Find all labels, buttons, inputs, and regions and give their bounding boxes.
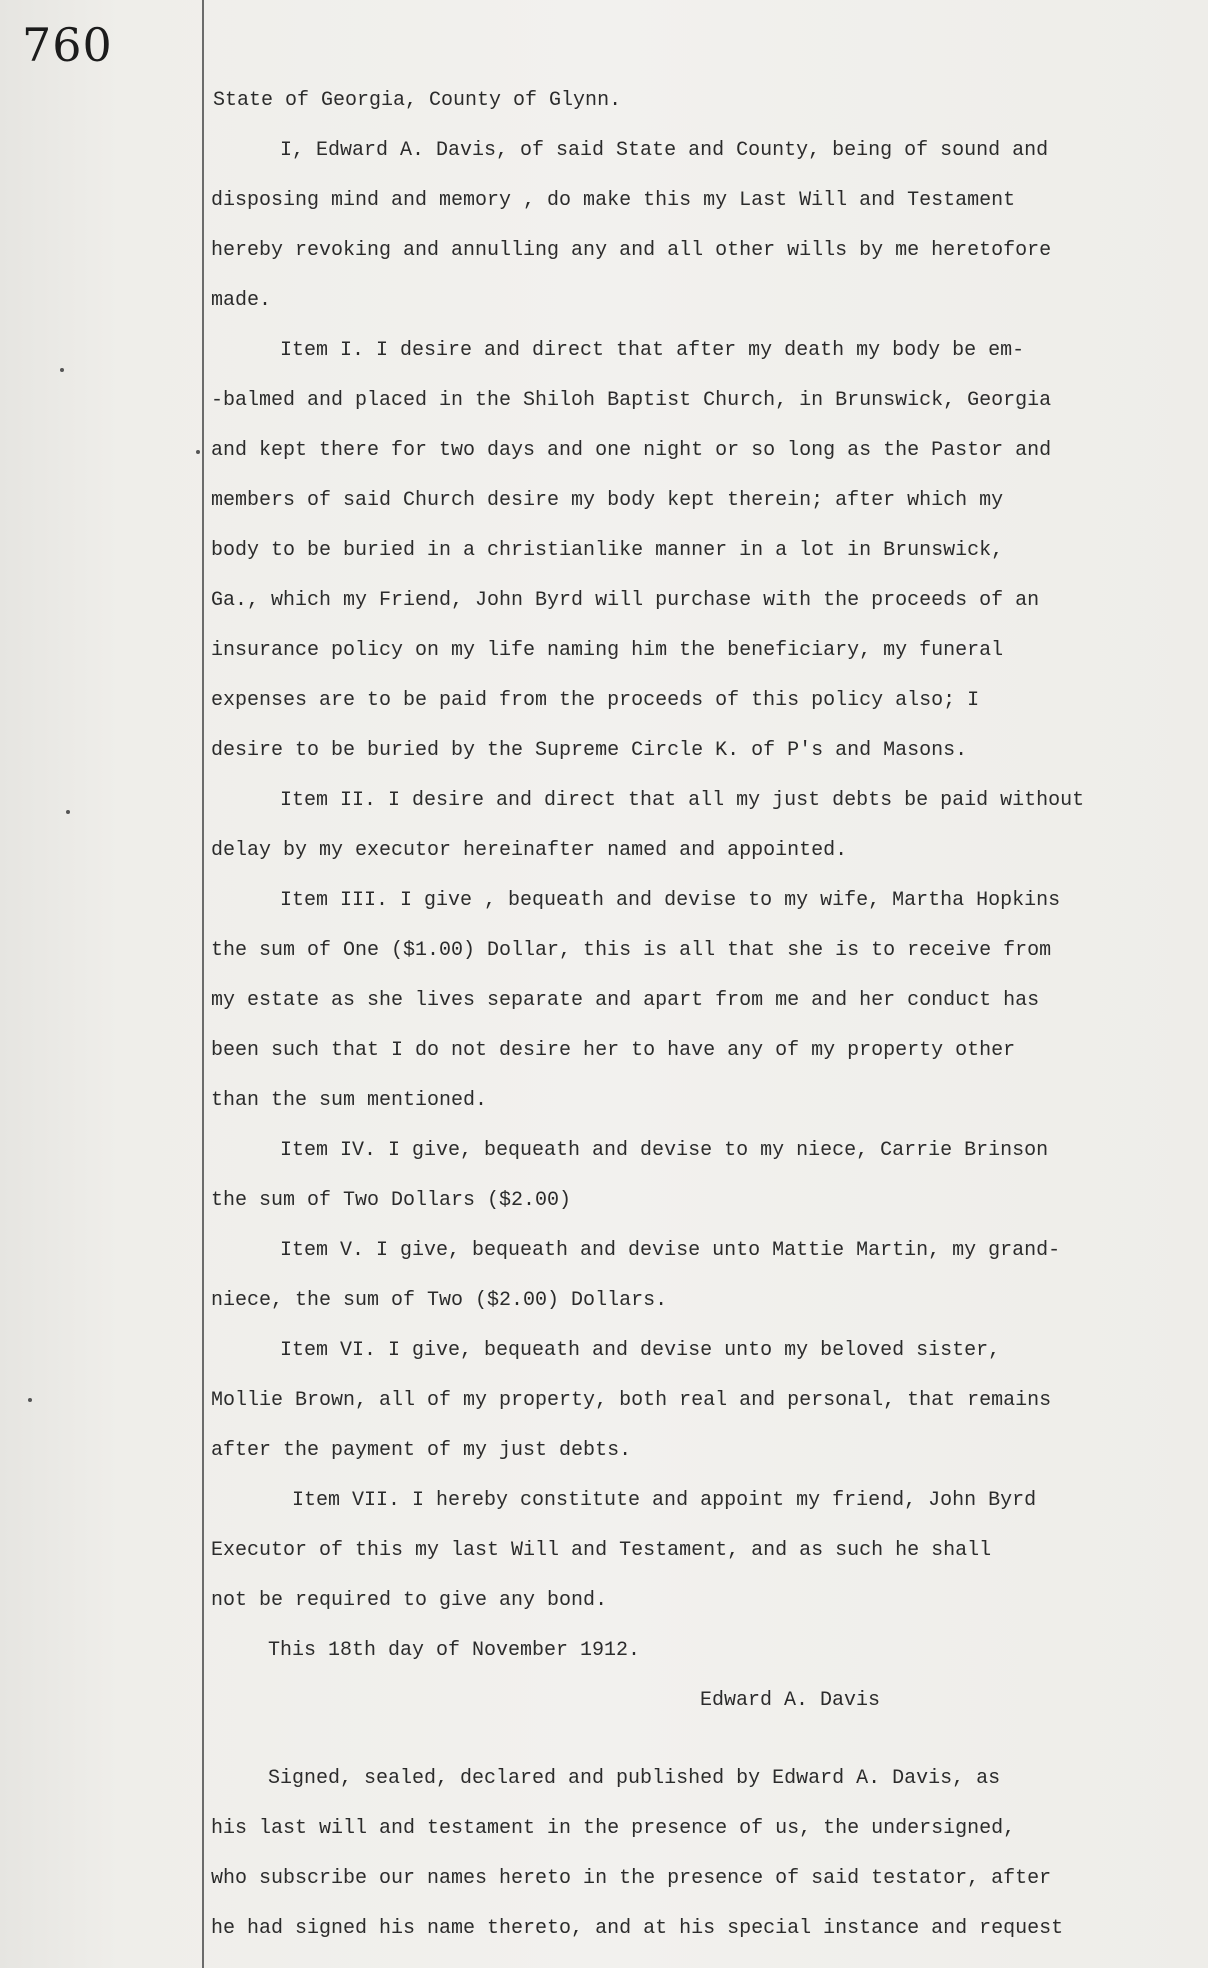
item-iii-heading: Item III. I give , bequeath and devise to my wife, Martha Hopkins — [280, 889, 1061, 912]
text-line: expenses are to be paid from the proceeds of this policy also; I — [211, 689, 980, 712]
item-i-heading: Item I. I desire and direct that after my death my body be em- — [280, 339, 1025, 362]
text-line: Ga., which my Friend, John Byrd will purchase with the proceeds of an — [211, 589, 1040, 612]
item-v-heading: Item V. I give, bequeath and devise unto Mattie Martin, my grand- — [280, 1239, 1061, 1262]
text-line: who subscribe our names hereto in the presence of said testator, after — [211, 1867, 1052, 1890]
text-line: the sum of Two Dollars ($2.00) — [211, 1189, 572, 1212]
text-line: Executor of this my last Will and Testament, and as such he shall — [211, 1539, 992, 1562]
date-line: This 18th day of November 1912. — [268, 1639, 641, 1662]
text-line: desire to be buried by the Supreme Circle K. of P's and Masons. — [211, 739, 968, 762]
text-line: his last will and testament in the presence of us, the undersigned, — [211, 1817, 1016, 1840]
text-line: after the payment of my just debts. — [211, 1439, 632, 1462]
text-line: not be required to give any bond. — [211, 1589, 608, 1612]
text-line: insurance policy on my life naming him the beneficiary, my funeral — [211, 639, 1004, 662]
text-line: State of Georgia, County of Glynn. — [213, 89, 622, 112]
text-line: delay by my executor hereinafter named and appointed. — [211, 839, 848, 862]
testator-signature: Edward A. Davis — [700, 1689, 881, 1712]
text-line: made. — [211, 289, 272, 312]
page-number: 760 — [22, 18, 113, 72]
text-line: the sum of One ($1.00) Dollar, this is all that she is to receive from — [211, 939, 1052, 962]
text-line: he had signed his name thereto, and at his special instance and request — [211, 1917, 1064, 1940]
text-line: members of said Church desire my body kept therein; after which my — [211, 489, 1004, 512]
text-line: -balmed and placed in the Shiloh Baptist Church, in Brunswick, Georgia — [211, 389, 1052, 412]
text-line: and kept there for two days and one night or so long as the Pastor and — [211, 439, 1052, 462]
attestation-line: Signed, sealed, declared and published by Edward A. Davis, as — [268, 1767, 1001, 1790]
text-line: my estate as she lives separate and apart from me and her conduct has — [211, 989, 1040, 1012]
text-line: I, Edward A. Davis, of said State and County, being of sound and — [280, 139, 1049, 162]
text-line: been such that I do not desire her to have any of my property other — [211, 1039, 1016, 1062]
item-vi-heading: Item VI. I give, bequeath and devise unto my beloved sister, — [280, 1339, 1001, 1362]
item-vii-heading: Item VII. I hereby constitute and appoint my friend, John Byrd — [292, 1489, 1037, 1512]
text-line: hereby revoking and annulling any and all other wills by me heretofore — [211, 239, 1052, 262]
item-iv-heading: Item IV. I give, bequeath and devise to my niece, Carrie Brinson — [280, 1139, 1049, 1162]
text-line: disposing mind and memory , do make this my Last Will and Testament — [211, 189, 1016, 212]
text-line: Mollie Brown, all of my property, both real and personal, that remains — [211, 1389, 1052, 1412]
text-line: than the sum mentioned. — [211, 1089, 488, 1112]
text-line: niece, the sum of Two ($2.00) Dollars. — [211, 1289, 668, 1312]
item-ii-heading: Item II. I desire and direct that all my just debts be paid without — [280, 789, 1085, 812]
text-line: body to be buried in a christianlike manner in a lot in Brunswick, — [211, 539, 1004, 562]
